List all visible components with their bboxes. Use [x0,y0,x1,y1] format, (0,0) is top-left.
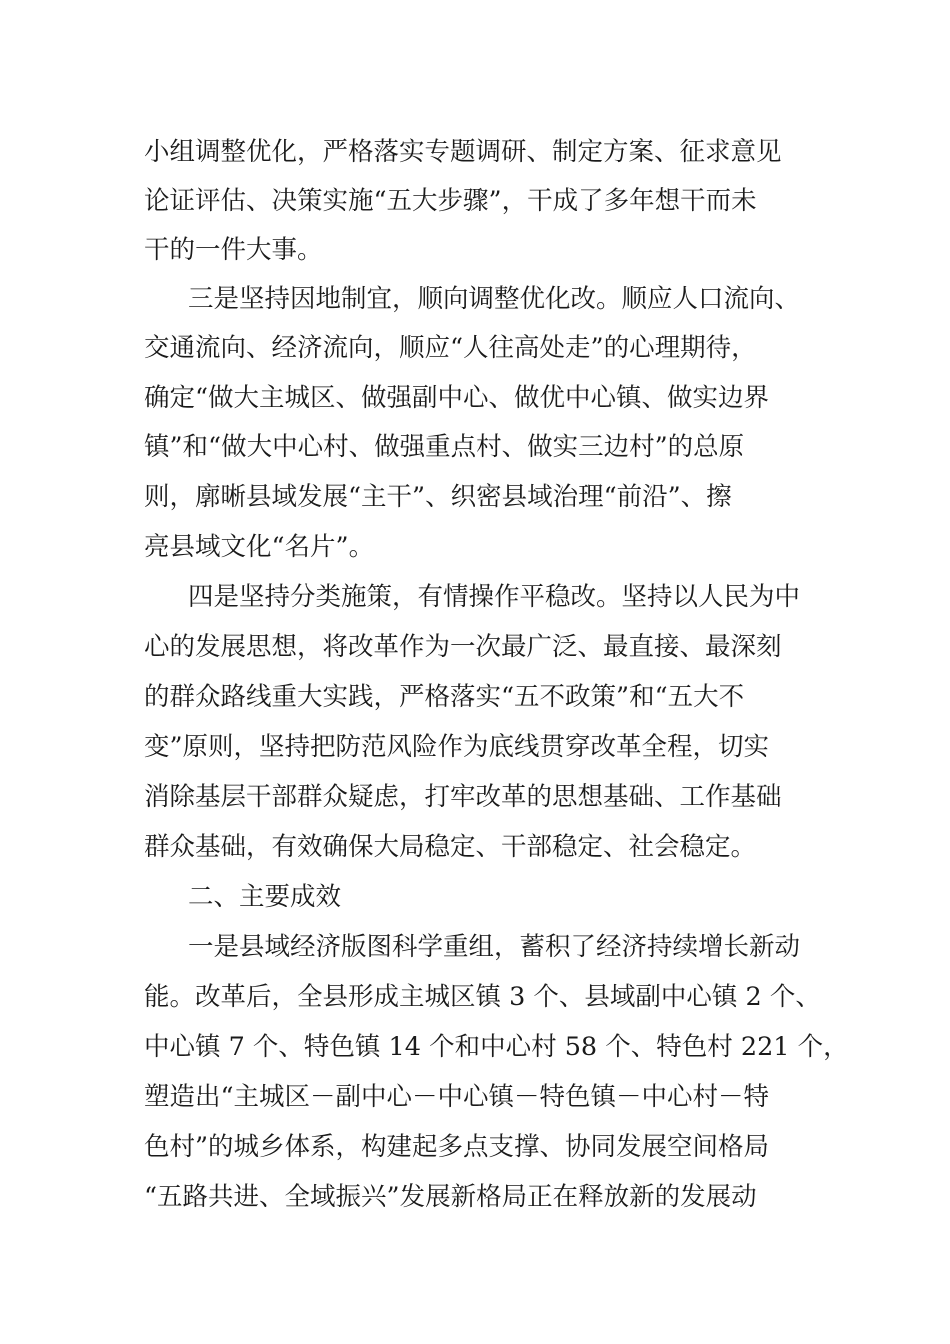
text-line: 塑造出“主城区－副中心－中心镇－特色镇－中心村－特 [144,1082,770,1112]
text-line: 四是坚持分类施策，有情操作平稳改。坚持以人民为中 [188,582,801,612]
text-line: 变”原则，坚持把防范风险作为底线贯穿改革全程，切实 [144,732,770,762]
text-line: 一是县域经济版图科学重组，蓄积了经济持续增长新动 [188,932,801,962]
text-line: 群众基础，有效确保大局稳定、干部稳定、社会稳定。 [144,832,757,862]
text-line: “五路共进、全域振兴”发展新格局正在释放新的发展动 [144,1182,757,1212]
text-line: 论证评估、决策实施“五大步骤”，干成了多年想干而未 [144,186,757,216]
text-line: 心的发展思想，将改革作为一次最广泛、最直接、最深刻 [144,632,782,662]
text-line: 亮县域文化“名片”。 [144,532,375,562]
text-line: 消除基层干部群众疑虑，打牢改革的思想基础、工作基础 [144,782,782,812]
section-heading: 二、主要成效 [188,882,342,912]
text-line: 交通流向、经济流向，顺应“人往高处走”的心理期待， [144,333,757,363]
text-line: 三是坚持因地制宜，顺向调整优化改。顺应人口流向、 [188,284,801,314]
text-line: 小组调整优化，严格落实专题调研、制定方案、征求意见 [144,137,782,167]
text-line: 的群众路线重大实践，严格落实“五不政策”和“五大不 [144,682,745,712]
text-line: 色村”的城乡体系，构建起多点支撑、协同发展空间格局 [144,1132,770,1162]
text-line: 镇”和“做大中心村、做强重点村、做实三边村”的总原 [144,432,745,462]
text-line: 干的一件大事。 [144,235,323,265]
text-line: 则，廓晰县域发展“主干”、织密县域治理“前沿”、擦 [144,482,732,512]
text-line: 中心镇 7 个、特色镇 14 个和中心村 58 个、特色村 221 个， [144,1032,849,1062]
text-line: 确定“做大主城区、做强副中心、做优中心镇、做实边界 [144,383,770,413]
text-line: 能。改革后，全县形成主城区镇 3 个、县域副中心镇 2 个、 [144,982,821,1012]
